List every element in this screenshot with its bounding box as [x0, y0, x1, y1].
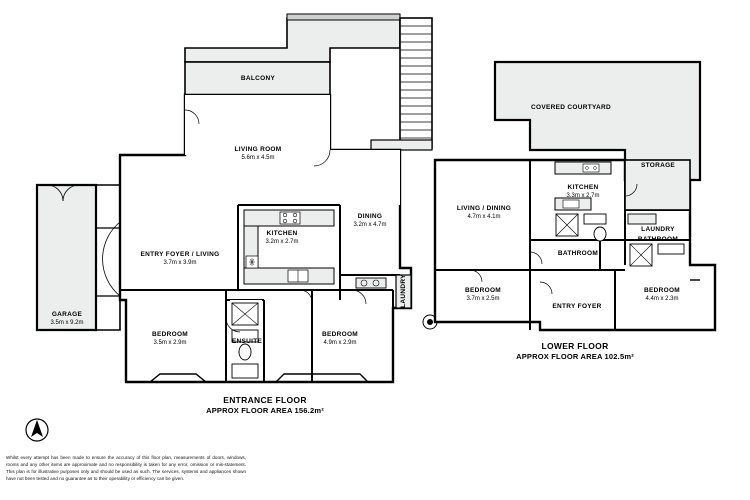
room-label-bedroom-entrance-2: BEDROOM	[321, 331, 359, 338]
room-label-entry-foyer-living: ENTRY FOYER / LIVING	[140, 251, 220, 258]
room-dim-bedroom-lower-1: 3.7m x 2.5m	[466, 296, 500, 302]
room-dim-bedroom-lower-2: 4.4m x 2.3m	[645, 296, 679, 302]
room-label-entry-foyer-lower: ENTRY FOYER	[552, 303, 602, 310]
room-label-ensuite: ENSUITE	[231, 338, 263, 345]
room-label-living-dining: LIVING / DINING	[456, 205, 512, 212]
entrance-floor-title: ENTRANCE FLOOR	[223, 395, 307, 405]
room-label-bathroom-lower-2: BATHROOM	[637, 236, 679, 243]
room-label-kitchen-lower: KITCHEN	[567, 184, 599, 191]
room-label-bathroom-lower-1: BATHROOM	[557, 250, 599, 257]
room-label-bedroom-lower-1: BEDROOM	[464, 287, 502, 294]
room-label-dining: DINING	[357, 213, 383, 220]
room-label-storage: STORAGE	[640, 162, 676, 169]
kitchen-fixtures-entrance	[244, 210, 334, 284]
room-label-bedroom-entrance-1: BEDROOM	[151, 331, 189, 338]
north-compass-icon	[26, 419, 48, 441]
room-label-kitchen-entrance: KITCHEN	[266, 230, 298, 237]
entrance-floor-area: APPROX FLOOR AREA 156.2m²	[206, 406, 324, 415]
room-dim-dining: 3.2m x 4.7m	[353, 222, 387, 228]
room-dim-entry-foyer-living: 3.7m x 3.9m	[163, 260, 197, 266]
room-dim-living-room: 5.6m x 4.5m	[241, 155, 275, 161]
room-label-living-room: LIVING ROOM	[234, 146, 282, 153]
disclaimer-text: Whilst every attempt has been made to ensure the accuracy of this floor plan, measurements of doors, windows, rooms and any other items are approximate and no responsibility is taken for any error, omission or mis-statement. This plan is for illustrative purposes only and should be used as such. The services, systems and appliances shown have not been tested and no guarantee as to their operability or efficiency can be given.	[6, 455, 246, 481]
room-label-laundry-lower: LAUNDRY	[641, 226, 675, 233]
entrance-floor-plan	[37, 14, 437, 382]
room-label-balcony: BALCONY	[240, 75, 276, 82]
room-label-laundry-entrance: LAUNDRY	[399, 274, 407, 308]
garage-shape	[37, 185, 120, 330]
room-dim-living-dining: 4.7m x 4.1m	[467, 214, 501, 220]
room-label-covered-courtyard: COVERED COURTYARD	[531, 104, 611, 111]
room-dim-garage: 3.5m x 9.2m	[50, 320, 84, 326]
room-dim-bedroom-entrance-1: 3.5m x 2.9m	[153, 340, 187, 346]
room-label-bedroom-lower-2: BEDROOM	[643, 287, 681, 294]
lower-floor-title: LOWER FLOOR	[541, 341, 609, 351]
room-dim-kitchen-lower: 3.3m x 2.7m	[566, 193, 600, 199]
lower-floor-area: APPROX FLOOR AREA 102.5m²	[516, 352, 634, 361]
room-dim-kitchen-entrance: 3.2m x 2.7m	[265, 239, 299, 245]
room-dim-bedroom-entrance-2: 4.9m x 2.9m	[323, 340, 357, 346]
balcony-shape	[185, 14, 400, 95]
room-label-garage: GARAGE	[51, 311, 83, 318]
